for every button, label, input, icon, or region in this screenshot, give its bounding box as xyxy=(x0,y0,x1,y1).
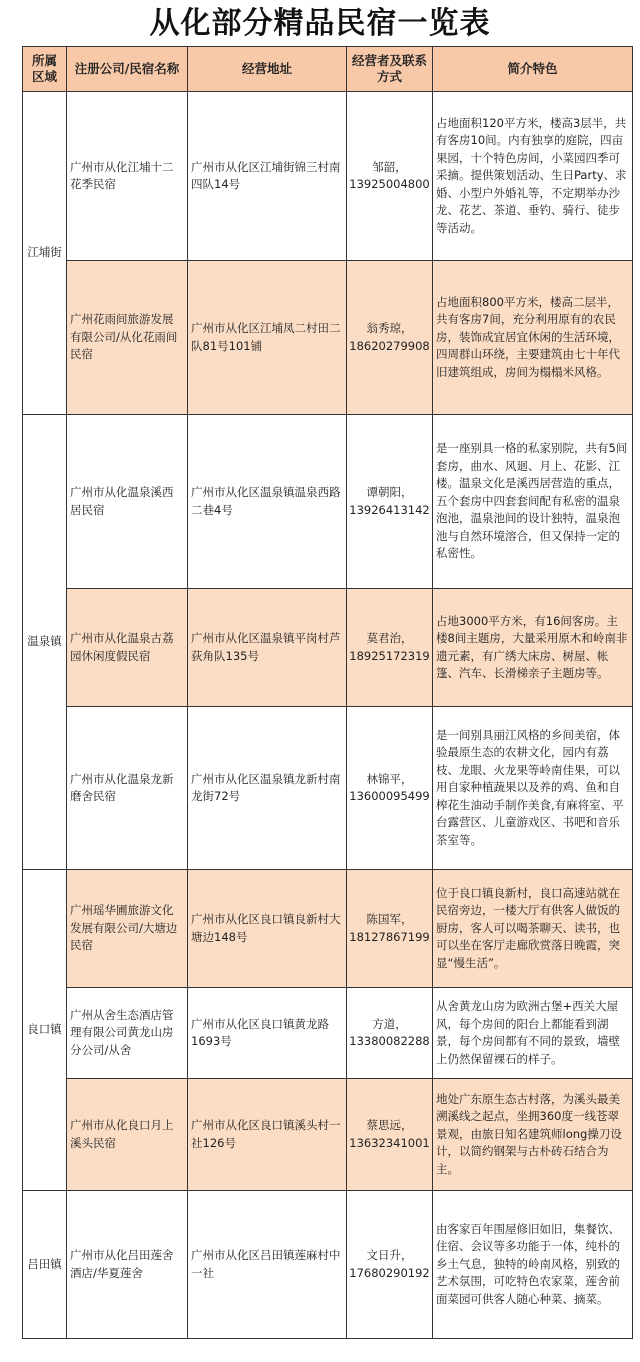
address-cell: 广州市从化区江埔街锦三村南四队14号 xyxy=(188,92,347,261)
contact-phone: 13925004800 xyxy=(349,177,430,191)
contact-phone: 18620279908 xyxy=(349,338,430,353)
header-address: 经营地址 xyxy=(188,47,347,92)
address-cell: 广州市从化区良口镇黄龙路1693号 xyxy=(188,988,347,1079)
name-cell: 广州市从化吕田莲舍酒店/华夏莲舍 xyxy=(67,1191,188,1339)
contact-cell xyxy=(347,92,433,261)
description-cell: 占地3000平方米，有16间客房。主楼8间主题房，大量采用原木和岭南非遗元素，有广绣大床房、树屋、帐篷、汽车、长滑梯亲子主题房等。 xyxy=(433,589,633,707)
name-cell: 广州瑶华圃旅游文化发展有限公司/大塘边民宿 xyxy=(67,870,188,988)
contact-cell xyxy=(347,988,433,1079)
contact-cell xyxy=(347,870,433,988)
header-name: 注册公司/民宿名称 xyxy=(67,47,188,92)
address-cell: 广州市从化区良口镇溪头村一社126号 xyxy=(188,1079,347,1191)
name-cell: 广州从舍生态酒店管理有限公司黄龙山房分公司/从舍 xyxy=(67,988,188,1079)
name-cell: 广州市从化温泉古荔园休闲度假民宿 xyxy=(67,589,188,707)
contact-phone: 17680290192 xyxy=(349,1265,430,1280)
name-cell: 广州市从化温泉溪西居民宿 xyxy=(67,415,188,589)
district-cell: 江埔街 xyxy=(23,92,67,415)
table-row xyxy=(23,870,633,988)
contact-name: 莫君治， xyxy=(366,631,413,645)
description-cell: 位于良口镇良新村，良口高速站就在民宿旁边，一楼大厅有供客人做饭的厨房，客人可以喝茶聊天、读书，也可以坐在客厅走廊欣赏落日晚霞，突显“慢生活”。 xyxy=(433,870,633,988)
header-contact: 经营者及联系方式 xyxy=(347,47,433,92)
contact-phone: 18925172319 xyxy=(349,648,430,663)
contact-cell xyxy=(347,707,433,870)
address-cell: 广州市从化区吕田镇莲麻村中一社 xyxy=(188,1191,347,1339)
contact-cell xyxy=(347,589,433,707)
district-cell: 吕田镇 xyxy=(23,1191,67,1339)
contact-name: 林锦平， xyxy=(366,771,413,786)
page-title: 从化部分精品民宿一览表 xyxy=(149,6,491,41)
description-cell: 从舍黄龙山房为欧洲古堡+西关大屋风，每个房间的阳台上都能看到湖景，每个房间都有不同的景致，墙壁上仍然保留裸石的样子。 xyxy=(433,988,633,1079)
description-cell: 由客家百年围屋修旧如旧，集餐饮、住宿、会议等多功能于一体，纯朴的乡土气息，独特的岭南风格，别致的艺术氛围，可吃特色农家菜，莲舍前面菜园可供客人随心种菜、摘菜。 xyxy=(433,1191,633,1339)
contact-name: 谭朝阳， xyxy=(366,485,413,499)
contact-phone: 13380082288 xyxy=(349,1034,430,1048)
address-cell: 广州市从化区温泉镇龙新村南龙街72号 xyxy=(188,707,347,870)
contact-name: 邹韶， xyxy=(372,159,407,174)
contact-cell xyxy=(347,1079,433,1191)
table-row xyxy=(23,1191,633,1339)
table-row xyxy=(23,707,633,870)
contact-phone: 18127867199 xyxy=(349,929,430,944)
table-row xyxy=(23,415,633,589)
address-cell: 广州市从化区良口镇良新村大塘边148号 xyxy=(188,870,347,988)
homestay-table xyxy=(22,46,633,1339)
description-cell: 是一间别具丽江风格的乡间美宿，体验最原生态的农耕文化，园内有荔枝、龙眼、火龙果等岭南佳果，可以用自家种植蔬果以及养的鸡、鱼和自榨花生油动手制作美食,有麻将室、平台露营区、儿童游戏区、书吧和音乐茶室等。 xyxy=(433,707,633,870)
contact-name: 方道， xyxy=(372,1016,407,1031)
contact-phone: 13926413142 xyxy=(349,502,430,517)
address-cell: 广州市从化区温泉镇温泉西路二巷4号 xyxy=(188,415,347,589)
contact-name: 蔡思远， xyxy=(366,1118,413,1132)
table-row xyxy=(23,92,633,261)
address-cell: 广州市从化区江埔凤二村田二队81号101铺 xyxy=(188,261,347,415)
description-cell: 占地面积120平方米，楼高3层半，共有客房10间。内有独享的庭院，四亩果园，十个特色房间，小菜园四季可采摘。提供策划活动、生日Party、求婚、小型户外婚礼等，不定期举办沙龙、花艺、茶道、垂钓、骑行、徒步等活动。 xyxy=(433,92,633,261)
description-cell: 地处广东原生态古村落，为溪头最美溯溪线之起点，坐拥360度一线苍翠景观，由旅日知名建筑师long操刀设计，以简约钢架与古朴砖石结合为主。 xyxy=(433,1079,633,1191)
table-row xyxy=(23,589,633,707)
name-cell: 广州市从化江埔十二花季民宿 xyxy=(67,92,188,261)
contact-phone: 13632341001 xyxy=(349,1135,430,1150)
contact-name: 陈国军， xyxy=(366,912,413,926)
name-cell: 广州市从化温泉龙新磨舍民宿 xyxy=(67,707,188,870)
contact-phone: 13600095499 xyxy=(349,789,430,803)
district-cell: 良口镇 xyxy=(23,870,67,1191)
table-row xyxy=(23,988,633,1079)
contact-cell xyxy=(347,1191,433,1339)
contact-cell xyxy=(347,415,433,589)
header-description: 简介特色 xyxy=(433,47,633,92)
description-cell: 占地面积800平方米，楼高二层半，共有客房7间，充分利用原有的农民房，装饰成宜居宜休闲的生活环境，四周群山环绕，主要建筑由七十年代旧建筑组成，房间为榻榻米风格。 xyxy=(433,261,633,415)
contact-name: 文日升， xyxy=(366,1248,413,1262)
table-row xyxy=(23,261,633,415)
contact-name: 翁秀琼， xyxy=(366,321,413,335)
address-cell: 广州市从化区温泉镇平岗村芦荻角队135号 xyxy=(188,589,347,707)
district-cell: 温泉镇 xyxy=(23,415,67,870)
contact-cell xyxy=(347,261,433,415)
header-district: 所属区域 xyxy=(23,47,67,92)
table-header-row xyxy=(23,47,633,92)
table-row xyxy=(23,1079,633,1191)
name-cell: 广州花雨间旅游发展有限公司/从化花雨间民宿 xyxy=(67,261,188,415)
name-cell: 广州市从化良口月上溪头民宿 xyxy=(67,1079,188,1191)
description-cell: 是一座别具一格的私家别院，共有5间套房，曲水、风廻、月上、花影、江楼。温泉文化是溪西居营造的重点，五个套房中四套套间配有私密的温泉泡池，温泉池间的设计独特，温泉泡池与自然环境溶合，但又保持一定的私密性。 xyxy=(433,415,633,589)
